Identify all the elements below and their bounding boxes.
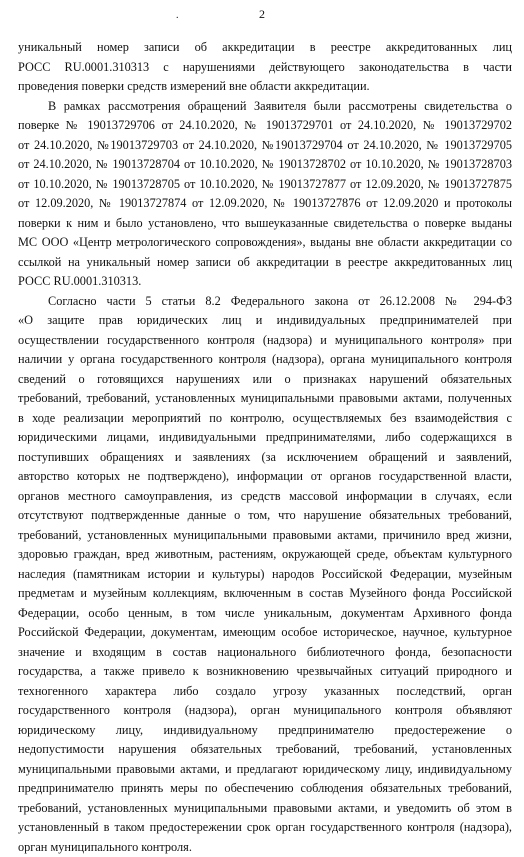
text-line: орган муниципального контроля.: [18, 838, 512, 857]
text-line: юридическому лицу, индивидуальному предпринимателю предостережение о: [18, 721, 512, 741]
text-line: юридическими лицами, индивидуальными предпринимателями, либо содержащихся в: [18, 428, 512, 448]
text-line: осуществлении государственного контроля (надзора) и муниципального контроля» при: [18, 331, 512, 351]
text-line: недопустимости нарушения обязательных требований, требований, установленных: [18, 740, 512, 760]
page-number: 2: [0, 7, 524, 22]
text-line: предпринимателю принять меры по обеспечению соблюдения обязательных требований,: [18, 779, 512, 799]
text-line: государства, а также привело к возникновению чрезвычайных ситуаций природного и: [18, 662, 512, 682]
text-line: ссылкой на уникальный номер записи об аккредитации в реестре аккредитованных лиц: [18, 253, 512, 273]
stray-mark: .: [176, 10, 179, 21]
paragraph-accreditation-violation: [18, 38, 512, 97]
text-line: в ходе реализации мероприятий по контролю, осуществляемых без взаимодействия с: [18, 409, 512, 429]
text-line: наличии у органа государственного контроля (надзора), органа муниципального контроля: [18, 350, 512, 370]
text-line: предметам и музейным коллекциям, включенным в состав Музейного фонда Российской: [18, 584, 512, 604]
text-line: государственного контроля (надзора), орган муниципального контроля объявляют: [18, 701, 512, 721]
text-line: «О защите прав юридических лиц и индивидуальных предпринимателей при: [18, 311, 512, 331]
text-line: от 10.10.2020, № 19013728705 от 10.10.2020, № 19013727877 от 12.09.2020, № 19013727875: [18, 175, 512, 195]
text-line: поступивших обращениях и заявлениях (за исключением обращений и заявлений,: [18, 448, 512, 468]
text-line: от 24.10.2020, №19013729703 от 24.10.2020, №19013729704 от 24.10.2020, № 19013729705: [18, 136, 512, 156]
text-line: РОСС RU.0001.310313.: [18, 272, 512, 292]
text-line: поверке № 19013729706 от 24.10.2020, № 19013729701 от 24.10.2020, № 19013729702: [18, 116, 512, 136]
text-line: Федерации, особо ценным, в том числе уникальным, документам Архивного фонда: [18, 604, 512, 624]
paragraph-verification-certificates: [18, 97, 512, 292]
text-line: РОСС RU.0001.310313 с нарушениями действующего законодательства в части: [18, 58, 512, 78]
text-line: уникальный номер записи об аккредитации в реестре аккредитованных лиц: [18, 38, 512, 58]
text-line: здоровью граждан, вред животным, растениям, окружающей среде, объектам культурного: [18, 545, 512, 565]
text-line: авторство которых не подтверждено), информации от органов государственной власти,: [18, 467, 512, 487]
text-line: Согласно части 5 статьи 8.2 Федерального закона от 26.12.2008 № 294-ФЗ: [18, 292, 512, 312]
text-line: требований, установленных муниципальными правовыми актами, и уведомить об этом в: [18, 799, 512, 819]
text-line: Российской Федерации, документам, имеющим особое историческое, научное, культурное: [18, 623, 512, 643]
text-line: муниципальными правовыми актами, и предлагают юридическому лицу, индивидуальному: [18, 760, 512, 780]
text-line: проведения поверки средств измерений вне области аккредитации.: [18, 77, 512, 97]
text-line: требований, установленных муниципальными правовыми актами, причинило вред жизни,: [18, 526, 512, 546]
text-line: от 24.10.2020, № 19013728704 от 10.10.2020, № 19013728702 от 10.10.2020, № 19013728703: [18, 155, 512, 175]
text-line: требований, требований, установленных муниципальными правовыми актами, полученных: [18, 389, 512, 409]
document-body: [18, 38, 512, 857]
text-line: отсутствуют подтвержденные данные о том, что нарушение обязательных требований,: [18, 506, 512, 526]
text-line: В рамках рассмотрения обращений Заявителя были рассмотрены свидетельства о: [18, 97, 512, 117]
text-line: сведений о готовящихся нарушениях или о признаках нарушений обязательных: [18, 370, 512, 390]
text-line: установленный в таком предостережении срок орган государственного контроля (надзора),: [18, 818, 512, 838]
text-line: органов местного самоуправления, из средств массовой информации в случаях, если: [18, 487, 512, 507]
text-line: техногенного характера либо создало угрозу указанных последствий, орган: [18, 682, 512, 702]
text-line: наследия (памятникам истории и культуры) народов Российской Федерации, музейным: [18, 565, 512, 585]
text-line: от 12.09.2020, № 19013727874 от 12.09.2020, № 19013727876 от 12.09.2020 и протоколы: [18, 194, 512, 214]
text-line: поверки к ним и было установлено, что вышеуказанные свидетельства о поверке выданы: [18, 214, 512, 234]
paragraph-federal-law-294: [18, 292, 512, 857]
text-line: МС ООО «Центр метрологического сопровождения», выданы вне области аккредитации со: [18, 233, 512, 253]
text-line: значение и входящим в состав национального библиотечного фонда, безопасности: [18, 643, 512, 663]
